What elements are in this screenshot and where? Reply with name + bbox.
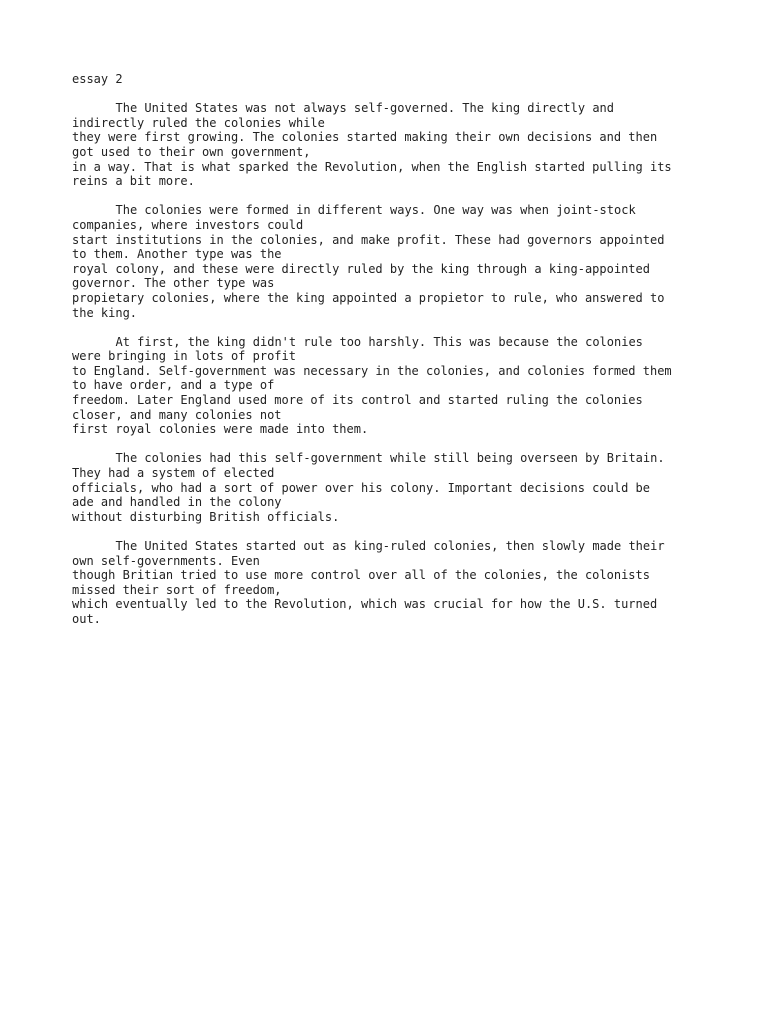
text-line: ade and handled in the colony bbox=[72, 495, 282, 510]
paragraph bbox=[72, 203, 712, 320]
text-line: The United States started out as king-ruled colonies, then slowly made their bbox=[115, 539, 665, 553]
text-line: missed their sort of freedom, bbox=[72, 582, 282, 597]
text-line: first royal colonies were made into them. bbox=[72, 422, 369, 437]
text-line: reins a bit more. bbox=[72, 174, 195, 189]
text-line: out. bbox=[72, 611, 101, 626]
text-line: companies, where investors could bbox=[72, 217, 304, 232]
text-line: The colonies had this self-government while still being overseen by Britain. bbox=[115, 451, 665, 466]
text-line: They had a system of elected bbox=[72, 466, 275, 481]
text-line: though Britian tried to use more control over all of the colonies, the colonists bbox=[72, 568, 650, 583]
text-line: they were first growing. The colonies started making their own decisions and then bbox=[72, 130, 658, 145]
text-line: closer, and many colonies not bbox=[72, 407, 282, 422]
text-line: freedom. Later England used more of its control and started ruling the colonies bbox=[72, 393, 643, 408]
paragraph bbox=[72, 335, 712, 437]
text-line: in a way. That is what sparked the Revolution, when the English started pulling its bbox=[72, 159, 672, 174]
text-line: indirectly ruled the colonies while bbox=[72, 115, 325, 130]
paragraph bbox=[72, 101, 712, 189]
document-body bbox=[72, 101, 712, 626]
text-line: were bringing in lots of profit bbox=[72, 349, 296, 364]
text-line: propietary colonies, where the king appointed a propietor to rule, who answered to bbox=[72, 290, 665, 305]
text-line: to them. Another type was the bbox=[72, 247, 282, 262]
text-line: royal colony, and these were directly ruled by the king through a king-appointed bbox=[72, 261, 650, 276]
paragraph bbox=[72, 451, 712, 524]
text-line: officials, who had a sort of power over his colony. Important decisions could be bbox=[72, 480, 650, 495]
text-line: to have order, and a type of bbox=[72, 378, 275, 393]
text-line: to England. Self-government was necessary in the colonies, and colonies formed them bbox=[72, 363, 672, 378]
text-line: The colonies were formed in different ways. One way was when joint-stock bbox=[115, 203, 636, 218]
document-title: essay 2 bbox=[72, 72, 123, 86]
document-page bbox=[72, 72, 712, 641]
text-line: own self-governments. Even bbox=[72, 553, 260, 568]
text-line: governor. The other type was bbox=[72, 276, 275, 291]
text-line: which eventually led to the Revolution, which was crucial for how the U.S. turned bbox=[72, 597, 658, 612]
text-line: start institutions in the colonies, and make profit. These had governors appointed bbox=[72, 232, 665, 247]
text-line: At first, the king didn't rule too harshly. This was because the colonies bbox=[115, 334, 643, 349]
text-line: the king. bbox=[72, 305, 138, 320]
text-line: without disturbing British officials. bbox=[72, 509, 340, 524]
paragraph bbox=[72, 539, 712, 627]
text-line: The United States was not always self-governed. The king directly and bbox=[115, 101, 614, 116]
text-line: got used to their own government, bbox=[72, 144, 311, 159]
